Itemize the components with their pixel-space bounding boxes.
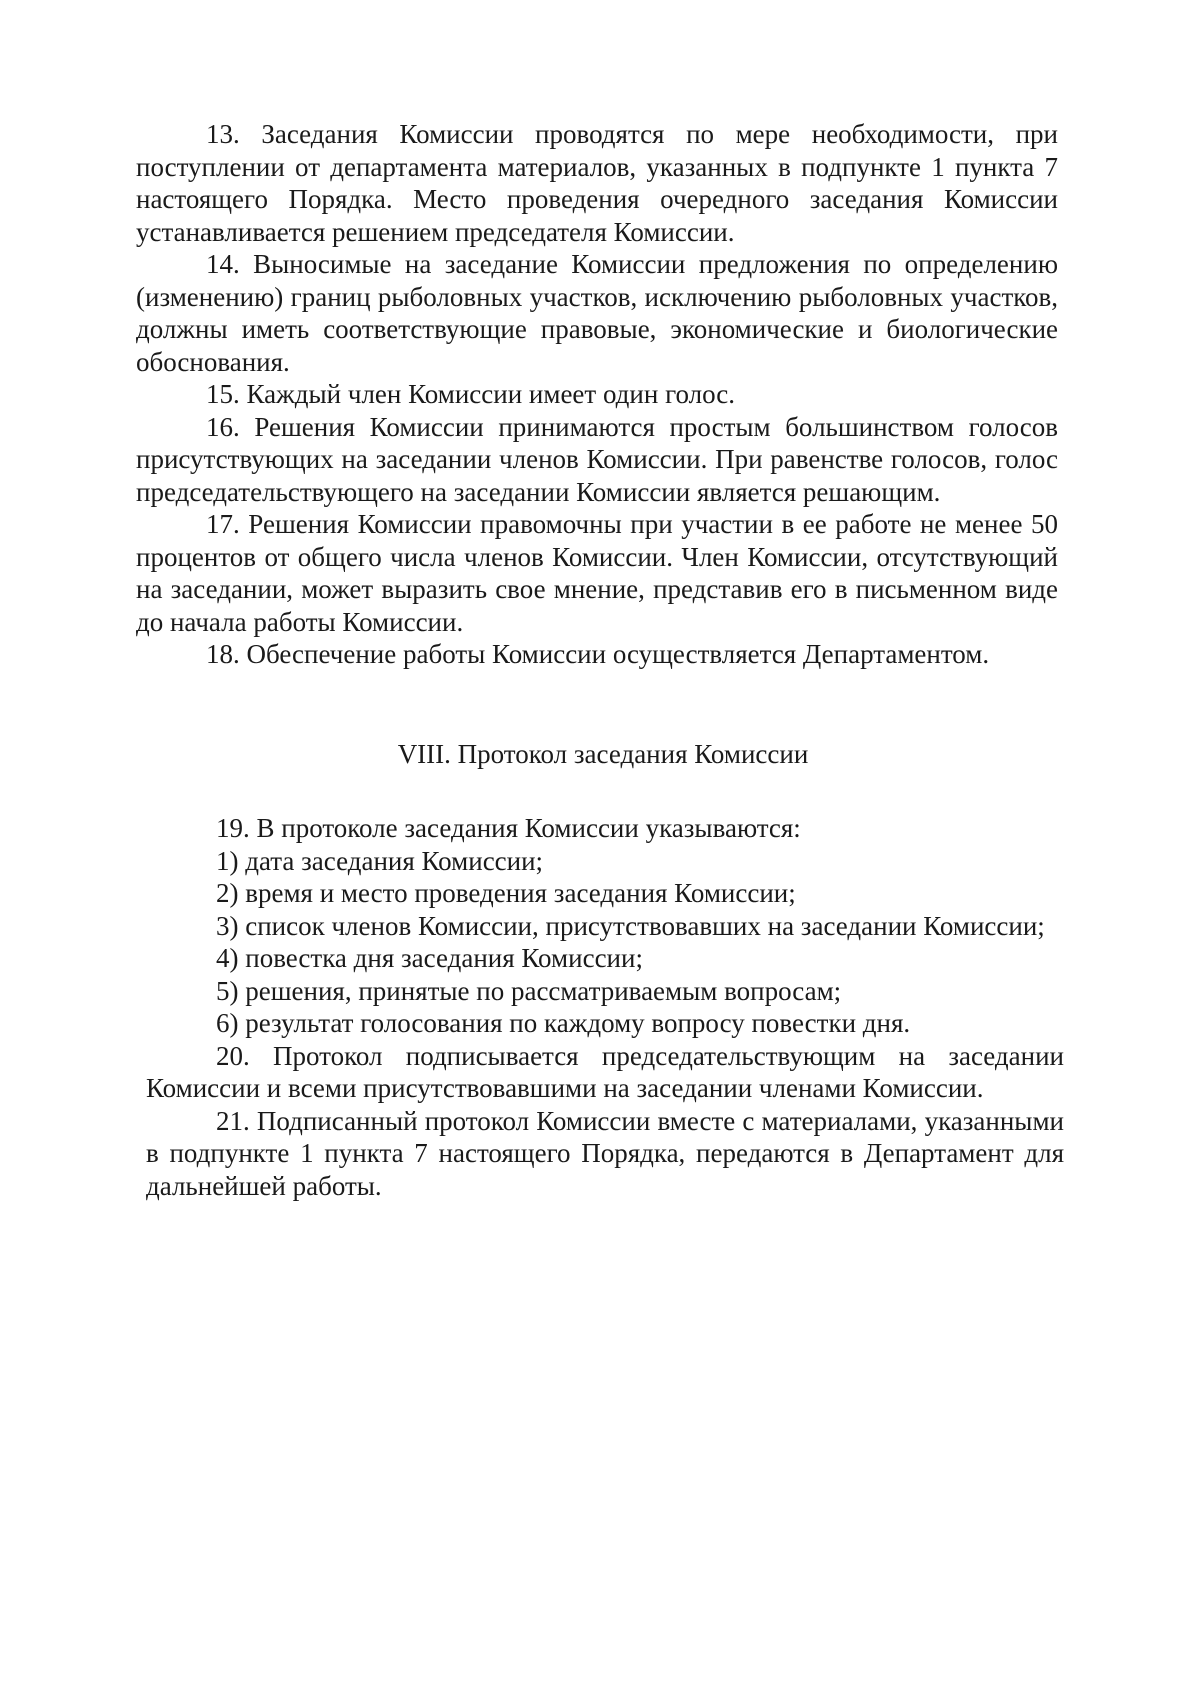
list-item-3: 3) список членов Комиссии, присутствовавших на заседании Комиссии; — [216, 910, 1045, 941]
section-protocol — [146, 812, 1064, 1202]
paragraph-14: 14. Выносимые на заседание Комиссии предложения по определению (изменению) границ рыболовных участков, исключению рыболовных участков, должны иметь соответствующие правовые, экономические и биологические обоснования. — [136, 249, 1058, 377]
paragraph-19: 19. В протоколе заседания Комиссии указываются: — [216, 813, 801, 843]
list-item-1: 1) дата заседания Комиссии; — [216, 845, 544, 876]
paragraph-13: 13. Заседания Комиссии проводятся по мере необходимости, при поступлении от департамента материалов, указанных в подпункте 1 пункта 7 настоящего Порядка. Место проведения очередного заседания Комиссии устанавливается решением председателя Комиссии. — [136, 119, 1058, 247]
list-item-6: 6) результат голосования по каждому вопросу повестки дня. — [216, 1008, 911, 1038]
paragraph-16: 16. Решения Комиссии принимаются простым большинством голосов присутствующих на заседании членов Комиссии. При равенстве голосов, голос председательствующего на заседании Комиссии является решающим. — [136, 411, 1058, 507]
list-item-2: 2) время и место проведения заседания Комиссии; — [216, 878, 796, 908]
section-commission-meetings — [136, 118, 1058, 671]
paragraph-18: 18. Обеспечение работы Комиссии осуществляется Департаментом. — [206, 639, 990, 669]
paragraph-15: 15. Каждый член Комиссии имеет один голос. — [206, 379, 735, 409]
list-item-4: 4) повестка дня заседания Комиссии; — [216, 943, 643, 973]
paragraph-17: 17. Решения Комиссии правомочны при участии в ее работе не менее 50 процентов от общего числа членов Комиссии. Член Комиссии, отсутствующий на заседании, может выразить свое мнение, представив его в письменном виде до начала работы Комиссии. — [136, 509, 1058, 637]
section-heading: VIII. Протокол заседания Комиссии — [397, 739, 809, 769]
paragraph-20: 20. Протокол подписывается председательствующим на заседании Комиссии и всеми присутствовавшими на заседании членами Комиссии. — [146, 1040, 1064, 1103]
list-item-5: 5) решения, принятые по рассматриваемым вопросам; — [216, 975, 842, 1006]
paragraph-21: 21. Подписанный протокол Комиссии вместе с материалами, указанными в подпункте 1 пункта 7 настоящего Порядка, передаются в Департамент для дальнейшей работы. — [146, 1105, 1064, 1201]
